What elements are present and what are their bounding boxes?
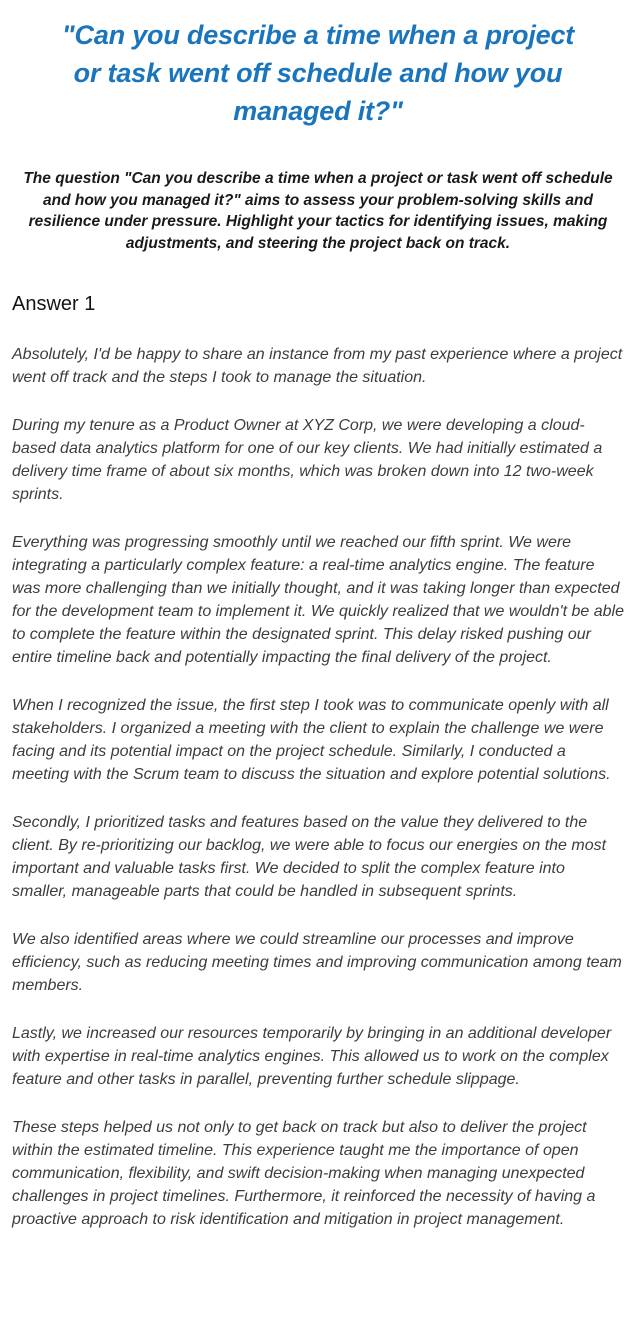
answer-paragraph: We also identified areas where we could streamline our processes and improve efficiency, such as reducing meeting times and improving communication among team members. <box>12 931 622 994</box>
answer-paragraph: Everything was progressing smoothly until we reached our fifth sprint. We were integrating a particularly complex feature: a real-time analytics engine. The feature was more challenging than we initially thought, and it was taking longer than expected for the development team to implement it. We quickly realized that we wouldn't be able to complete the feature within the designated sprint. This delay risked pushing our entire timeline back and potentially impacting the final delivery of the project. <box>12 534 624 666</box>
answer-paragraph: Lastly, we increased our resources temporarily by bringing in an additional developer with expertise in real-time analytics engines. This allowed us to work on the complex feature and other tasks in parallel, preventing further schedule slippage. <box>12 1025 612 1088</box>
question-title: "Can you describe a time when a project or task went off schedule and how you managed it?" <box>61 20 575 126</box>
question-intro: The question "Can you describe a time when a project or task went off schedule and how you managed it?" aims to assess your problem-solving skills and resilience under pressure. Highlight your tactics for identifying issues, making adjustments, and steering the project back on track. <box>23 170 613 252</box>
answer-paragraph: These steps helped us not only to get back on track but also to deliver the project within the estimated timeline. This experience taught me the importance of open communication, flexibility, and swift decision-making when managing unexpected challenges in project timelines. Furthermore, it reinforced the necessity of having a proactive approach to risk identification and mitigation in project management. <box>12 1119 596 1228</box>
answer-paragraph: Secondly, I prioritized tasks and features based on the value they delivered to the client. By re-prioritizing our backlog, we were able to focus our energies on the most important and valuable tasks first. We decided to split the complex feature into smaller, manageable parts that could be handled in subsequent sprints. <box>12 814 607 900</box>
answer-paragraph: When I recognized the issue, the first step I took was to communicate openly with all stakeholders. I organized a meeting with the client to explain the challenge we were facing and its potential impact on the project schedule. Similarly, I conducted a meeting with the Scrum team to discuss the situation and explore potential solutions. <box>12 697 611 783</box>
answer-paragraph: Absolutely, I'd be happy to share an instance from my past experience where a project went off track and the steps I took to manage the situation. <box>12 346 623 386</box>
answer-heading: Answer 1 <box>12 293 96 315</box>
answer-paragraph: During my tenure as a Product Owner at XYZ Corp, we were developing a cloud-based data analytics platform for one of our key clients. We had initially estimated a delivery time frame of about six months, which was broken down into 12 two-week sprints. <box>12 417 603 503</box>
